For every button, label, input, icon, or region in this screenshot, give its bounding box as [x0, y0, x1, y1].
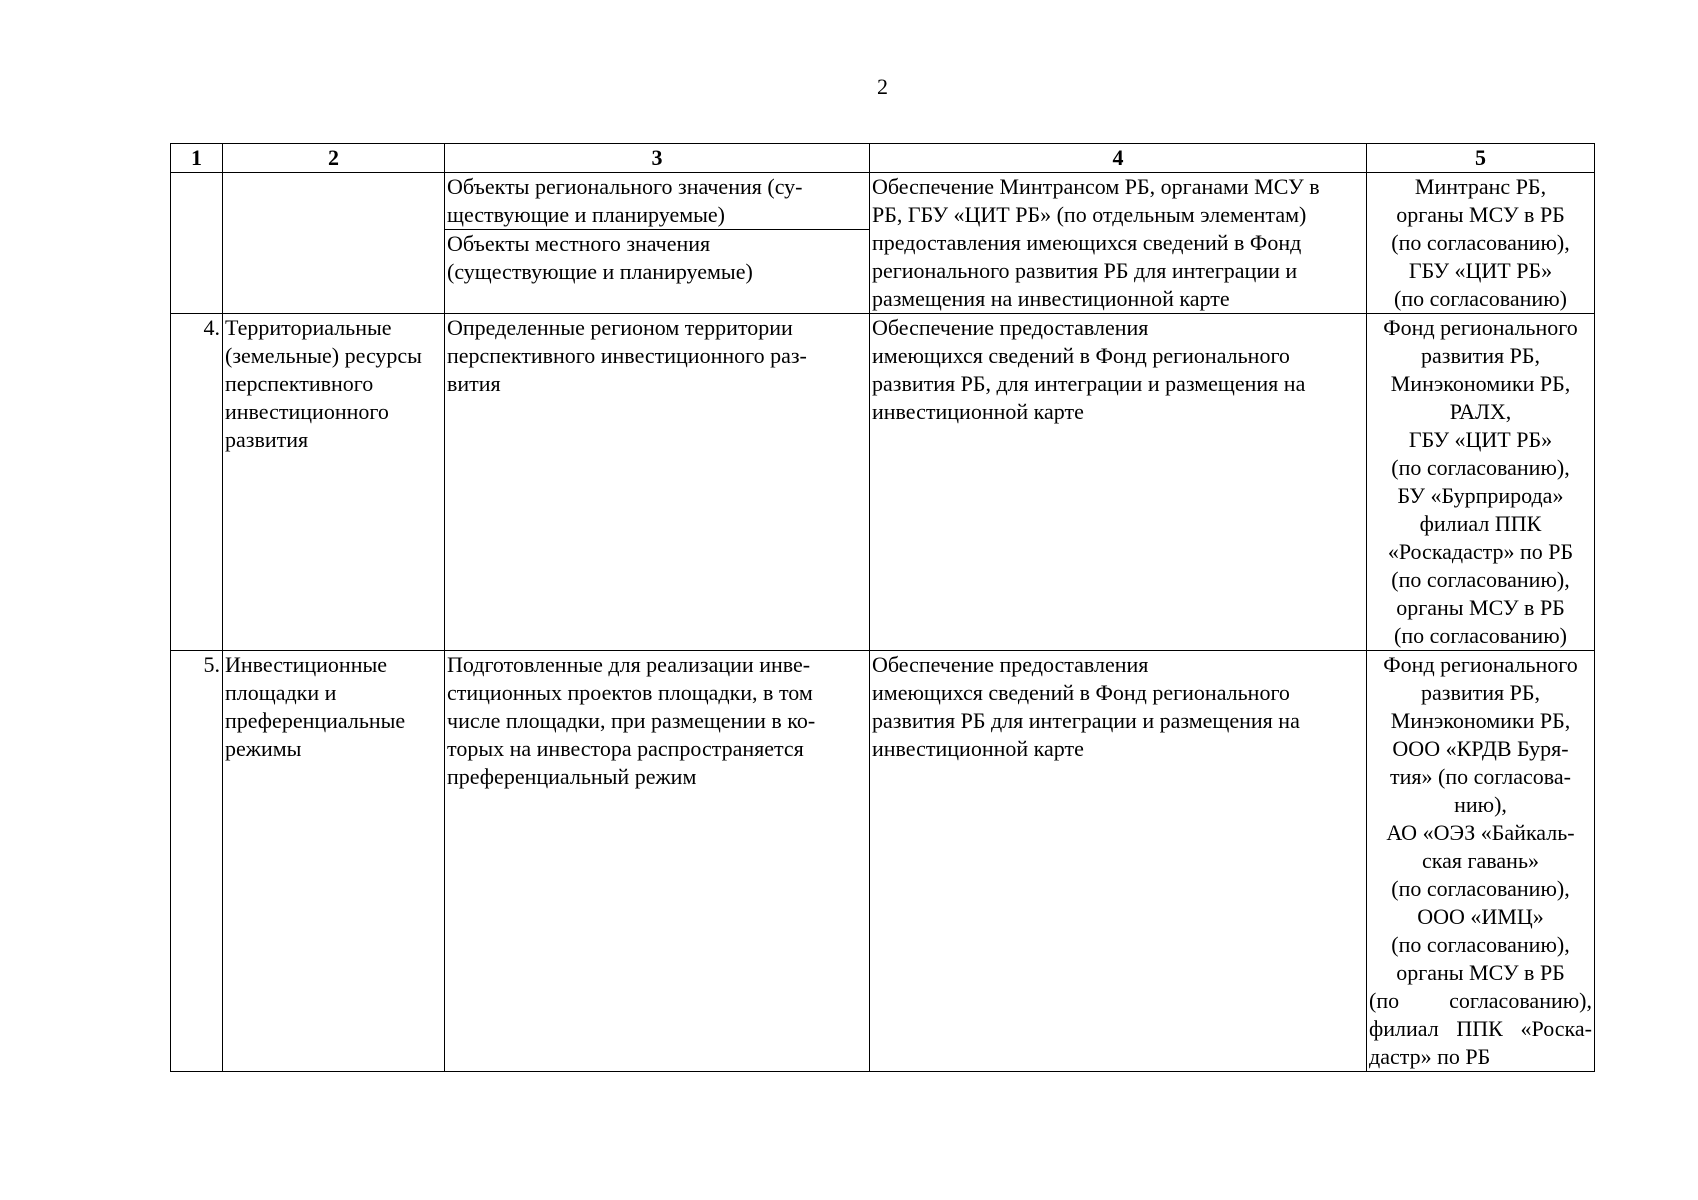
resource-cell: Территориальные (земельные) ресурсы перспективного инвестиционного развития — [223, 314, 445, 651]
responsible-text-end: дастр» по РБ — [1369, 1044, 1491, 1069]
table-row — [171, 651, 1595, 1072]
responsible-cell: Фонд регионального развития РБ, Минэкономики РБ, РАЛХ, ГБУ «ЦИТ РБ» (по согласованию), БУ «Бурприрода» филиал ППК «Роскадастр» по РБ (по согласованию), органы МСУ в РБ (по согласованию) — [1367, 314, 1595, 651]
responsible-text: Фонд регионального развития РБ, Минэкономики РБ, ООО «КРДВ Буря- тия» (по согласова- нию), АО «ОЭЗ «Байкаль- ская гавань» (по согласованию), ООО «ИМЦ» (по согласованию), органы МСУ в РБ — [1383, 652, 1578, 985]
responsible-cell: Минтранс РБ, органы МСУ в РБ (по согласованию), ГБУ «ЦИТ РБ» (по согласованию) — [1367, 173, 1595, 314]
objects-cell: Подготовленные для реализации инве- стиционных проектов площадки, в том числе площадки, при размещении в ко- торых на инвестора распространяется преференциальный режим — [445, 651, 870, 1072]
responsible-text-justified-1: (по согласованию), — [1369, 988, 1592, 1013]
row-number — [171, 173, 223, 314]
local-objects-text: Объекты местного значения (существующие и планируемые) — [447, 231, 753, 284]
table-row — [171, 173, 1595, 314]
row-number: 4. — [171, 314, 223, 651]
column-header-4: 4 — [870, 144, 1367, 173]
objects-cell — [445, 173, 870, 314]
table-row — [171, 314, 1595, 651]
row-number: 5. — [171, 651, 223, 1072]
action-cell: Обеспечение предоставления имеющихся сведений в Фонд регионального развития РБ для интеграции и размещения на инвестиционной карте — [870, 651, 1367, 1072]
column-header-5: 5 — [1367, 144, 1595, 173]
table-header-row — [171, 144, 1595, 173]
column-header-1: 1 — [171, 144, 223, 173]
regional-objects-text: Объекты регионального значения (су- ществующие и планируемые) — [445, 173, 869, 230]
objects-cell: Определенные регионом территории перспективного инвестиционного раз- вития — [445, 314, 870, 651]
column-header-2: 2 — [223, 144, 445, 173]
page-number: 2 — [877, 74, 888, 99]
responsible-cell — [1367, 651, 1595, 1072]
resource-cell — [223, 173, 445, 314]
document-table — [170, 143, 1595, 1072]
resource-cell: Инвестиционные площадки и преференциальные режимы — [223, 651, 445, 1072]
action-cell: Обеспечение Минтрансом РБ, органами МСУ в РБ, ГБУ «ЦИТ РБ» (по отдельным элементам) предоставления имеющихся сведений в Фонд регионального развития РБ для интеграции и размещения на инвестиционной карте — [870, 173, 1367, 314]
column-header-3: 3 — [445, 144, 870, 173]
action-cell: Обеспечение предоставления имеющихся сведений в Фонд регионального развития РБ, для интеграции и размещения на инвестиционной карте — [870, 314, 1367, 651]
responsible-text-justified-2: филиал ППК «Роска- — [1369, 1016, 1592, 1041]
